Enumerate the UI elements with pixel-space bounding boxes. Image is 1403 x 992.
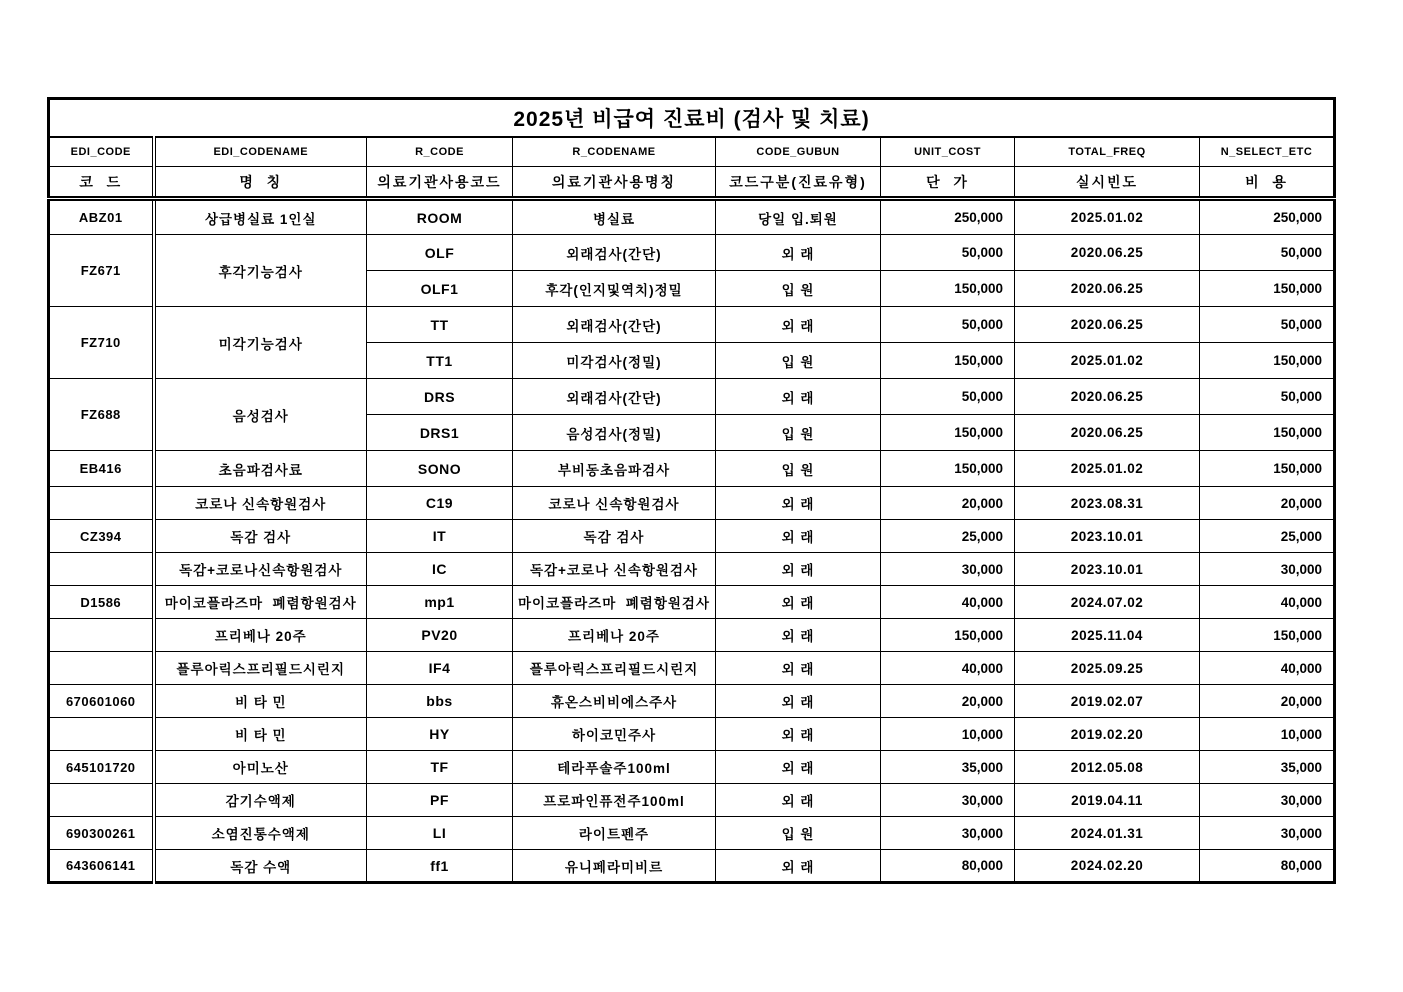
cell-edi-code [49, 784, 154, 817]
cell-code-gubun: 외 래 [716, 850, 881, 883]
cell-edi-codename: 초음파검사료 [154, 451, 367, 487]
cell-edi-code: CZ394 [49, 520, 154, 553]
cell-code-gubun: 외 래 [716, 586, 881, 619]
cell-total-freq: 2019.02.20 [1015, 718, 1200, 751]
cell-r-codename: 부비동초음파검사 [513, 451, 716, 487]
cell-n-select-etc: 40,000 [1200, 652, 1335, 685]
cell-unit-cost: 50,000 [881, 235, 1015, 271]
cell-r-codename: 음성검사(정밀) [513, 415, 716, 451]
cell-edi-codename: 독감 수액 [154, 850, 367, 883]
cell-edi-code: FZ688 [49, 379, 154, 451]
column-header-edi-code: EDI_CODE [49, 137, 154, 167]
cell-total-freq: 2019.02.07 [1015, 685, 1200, 718]
column-header-ko-cost: 비 용 [1200, 167, 1335, 199]
cell-r-codename: 외래검사(간단) [513, 307, 716, 343]
cell-edi-code: 643606141 [49, 850, 154, 883]
cell-r-codename: 유니페라미비르 [513, 850, 716, 883]
cell-code-gubun: 외 래 [716, 520, 881, 553]
cell-r-code: IF4 [367, 652, 513, 685]
column-header-unit-cost: UNIT_COST [881, 137, 1015, 167]
cell-code-gubun: 외 래 [716, 487, 881, 520]
cell-edi-codename: 아미노산 [154, 751, 367, 784]
cell-code-gubun: 외 래 [716, 718, 881, 751]
cell-total-freq: 2023.10.01 [1015, 520, 1200, 553]
cell-unit-cost: 30,000 [881, 784, 1015, 817]
cell-code-gubun: 외 래 [716, 751, 881, 784]
table-row [49, 586, 1335, 619]
cell-edi-code [49, 487, 154, 520]
cell-n-select-etc: 40,000 [1200, 586, 1335, 619]
cell-total-freq: 2019.04.11 [1015, 784, 1200, 817]
cell-code-gubun: 외 래 [716, 307, 881, 343]
cell-total-freq: 2020.06.25 [1015, 271, 1200, 307]
cell-edi-codename: 코로나 신속항원검사 [154, 487, 367, 520]
column-header-r-code: R_CODE [367, 137, 513, 167]
cell-code-gubun: 입 원 [716, 451, 881, 487]
cell-total-freq: 2025.01.02 [1015, 343, 1200, 379]
cell-r-code: PV20 [367, 619, 513, 652]
cell-edi-codename: 독감+코로나신속항원검사 [154, 553, 367, 586]
cell-n-select-etc: 20,000 [1200, 487, 1335, 520]
cell-edi-codename: 비 타 민 [154, 718, 367, 751]
cell-unit-cost: 35,000 [881, 751, 1015, 784]
cell-edi-codename: 미각기능검사 [154, 307, 367, 379]
cell-unit-cost: 150,000 [881, 271, 1015, 307]
column-header-ko-code: 코 드 [49, 167, 154, 199]
cell-total-freq: 2020.06.25 [1015, 415, 1200, 451]
cell-unit-cost: 30,000 [881, 817, 1015, 850]
cell-code-gubun: 외 래 [716, 784, 881, 817]
cell-unit-cost: 50,000 [881, 307, 1015, 343]
cell-r-codename: 라이트펜주 [513, 817, 716, 850]
column-header-ko-org-code: 의료기관사용코드 [367, 167, 513, 199]
cell-total-freq: 2025.09.25 [1015, 652, 1200, 685]
cell-unit-cost: 20,000 [881, 685, 1015, 718]
cell-edi-code [49, 718, 154, 751]
cell-r-codename: 외래검사(간단) [513, 235, 716, 271]
cell-total-freq: 2025.01.02 [1015, 451, 1200, 487]
cell-unit-cost: 150,000 [881, 451, 1015, 487]
cell-edi-codename: 감기수액제 [154, 784, 367, 817]
cell-total-freq: 2020.06.25 [1015, 379, 1200, 415]
cell-r-codename: 하이코민주사 [513, 718, 716, 751]
cell-r-codename: 휴온스비비에스주사 [513, 685, 716, 718]
cell-r-code: DRS1 [367, 415, 513, 451]
cell-r-code: TT1 [367, 343, 513, 379]
cell-total-freq: 2020.06.25 [1015, 307, 1200, 343]
table-row [49, 784, 1335, 817]
table-row [49, 379, 1335, 415]
cell-edi-codename: 음성검사 [154, 379, 367, 451]
table-row [49, 850, 1335, 883]
table-row [49, 520, 1335, 553]
cell-n-select-etc: 50,000 [1200, 307, 1335, 343]
cell-code-gubun: 입 원 [716, 271, 881, 307]
cell-n-select-etc: 20,000 [1200, 685, 1335, 718]
cell-edi-code: ABZ01 [49, 199, 154, 235]
cell-edi-codename: 프리베나 20주 [154, 619, 367, 652]
cell-r-codename: 프로파인퓨전주100ml [513, 784, 716, 817]
cell-unit-cost: 250,000 [881, 199, 1015, 235]
cell-code-gubun: 입 원 [716, 817, 881, 850]
title-row [49, 99, 1335, 137]
cell-r-codename: 프리베나 20주 [513, 619, 716, 652]
table-row [49, 199, 1335, 235]
cell-r-code: DRS [367, 379, 513, 415]
cell-n-select-etc: 30,000 [1200, 817, 1335, 850]
cell-r-code: bbs [367, 685, 513, 718]
table-row [49, 718, 1335, 751]
cell-total-freq: 2020.06.25 [1015, 235, 1200, 271]
column-header-n-select-etc: N_SELECT_ETC [1200, 137, 1335, 167]
cell-n-select-etc: 80,000 [1200, 850, 1335, 883]
cell-r-code: PF [367, 784, 513, 817]
cell-edi-codename: 상급병실료 1인실 [154, 199, 367, 235]
table-row [49, 487, 1335, 520]
table-row [49, 685, 1335, 718]
cell-unit-cost: 150,000 [881, 415, 1015, 451]
table-row [49, 619, 1335, 652]
cell-n-select-etc: 150,000 [1200, 271, 1335, 307]
cell-total-freq: 2024.01.31 [1015, 817, 1200, 850]
cell-unit-cost: 40,000 [881, 586, 1015, 619]
cell-r-codename: 후각(인지및역치)정밀 [513, 271, 716, 307]
cell-r-codename: 외래검사(간단) [513, 379, 716, 415]
cell-unit-cost: 30,000 [881, 553, 1015, 586]
cell-edi-code [49, 553, 154, 586]
cell-total-freq: 2025.11.04 [1015, 619, 1200, 652]
cell-total-freq: 2023.08.31 [1015, 487, 1200, 520]
cell-n-select-etc: 25,000 [1200, 520, 1335, 553]
column-header-ko-org-name: 의료기관사용명칭 [513, 167, 716, 199]
cell-code-gubun: 외 래 [716, 619, 881, 652]
cell-edi-code: D1586 [49, 586, 154, 619]
cell-r-code: SONO [367, 451, 513, 487]
cell-unit-cost: 25,000 [881, 520, 1015, 553]
header-row-en [49, 137, 1335, 167]
cell-edi-codename: 후각기능검사 [154, 235, 367, 307]
cell-edi-code: EB416 [49, 451, 154, 487]
cell-r-code: ff1 [367, 850, 513, 883]
column-header-total-freq: TOTAL_FREQ [1015, 137, 1200, 167]
column-header-edi-codename: EDI_CODENAME [154, 137, 367, 167]
cell-n-select-etc: 150,000 [1200, 343, 1335, 379]
table-body [49, 199, 1335, 883]
cell-r-code: C19 [367, 487, 513, 520]
cell-r-codename: 병실료 [513, 199, 716, 235]
cell-edi-code: 645101720 [49, 751, 154, 784]
cell-edi-codename: 비 타 민 [154, 685, 367, 718]
cell-unit-cost: 10,000 [881, 718, 1015, 751]
cell-n-select-etc: 30,000 [1200, 784, 1335, 817]
cell-r-code: HY [367, 718, 513, 751]
column-header-ko-gubun: 코드구분(진료유형) [716, 167, 881, 199]
cell-n-select-etc: 30,000 [1200, 553, 1335, 586]
fee-table [47, 97, 1336, 884]
cell-edi-codename: 플루아릭스프리필드시린지 [154, 652, 367, 685]
cell-n-select-etc: 10,000 [1200, 718, 1335, 751]
table-row [49, 553, 1335, 586]
cell-unit-cost: 150,000 [881, 343, 1015, 379]
cell-code-gubun: 외 래 [716, 235, 881, 271]
cell-total-freq: 2024.02.20 [1015, 850, 1200, 883]
cell-edi-code [49, 619, 154, 652]
cell-unit-cost: 20,000 [881, 487, 1015, 520]
cell-r-codename: 플루아릭스프리필드시린지 [513, 652, 716, 685]
cell-unit-cost: 40,000 [881, 652, 1015, 685]
cell-n-select-etc: 150,000 [1200, 415, 1335, 451]
cell-r-codename: 미각검사(정밀) [513, 343, 716, 379]
cell-total-freq: 2025.01.02 [1015, 199, 1200, 235]
cell-r-code: TT [367, 307, 513, 343]
column-header-ko-name: 명 칭 [154, 167, 367, 199]
cell-r-codename: 코로나 신속항원검사 [513, 487, 716, 520]
cell-code-gubun: 입 원 [716, 343, 881, 379]
cell-edi-code: FZ671 [49, 235, 154, 307]
cell-r-code: IT [367, 520, 513, 553]
cell-r-code: LI [367, 817, 513, 850]
table-row [49, 817, 1335, 850]
table-row [49, 652, 1335, 685]
table-row [49, 235, 1335, 271]
cell-unit-cost: 150,000 [881, 619, 1015, 652]
cell-unit-cost: 50,000 [881, 379, 1015, 415]
cell-r-code: OLF [367, 235, 513, 271]
cell-n-select-etc: 50,000 [1200, 235, 1335, 271]
cell-r-code: TF [367, 751, 513, 784]
cell-edi-code: 690300261 [49, 817, 154, 850]
cell-n-select-etc: 50,000 [1200, 379, 1335, 415]
cell-r-code: ROOM [367, 199, 513, 235]
cell-total-freq: 2023.10.01 [1015, 553, 1200, 586]
cell-n-select-etc: 35,000 [1200, 751, 1335, 784]
column-header-code-gubun: CODE_GUBUN [716, 137, 881, 167]
cell-n-select-etc: 150,000 [1200, 619, 1335, 652]
cell-total-freq: 2024.07.02 [1015, 586, 1200, 619]
cell-edi-code: FZ710 [49, 307, 154, 379]
cell-n-select-etc: 250,000 [1200, 199, 1335, 235]
page-title: 2025년 비급여 진료비 (검사 및 치료) [49, 99, 1335, 137]
cell-code-gubun: 외 래 [716, 553, 881, 586]
cell-edi-codename: 마이코플라즈마 폐렴항원검사 [154, 586, 367, 619]
header-row-ko [49, 167, 1335, 199]
cell-total-freq: 2012.05.08 [1015, 751, 1200, 784]
cell-unit-cost: 80,000 [881, 850, 1015, 883]
cell-r-codename: 마이코플라즈마 폐렴항원검사 [513, 586, 716, 619]
cell-code-gubun: 외 래 [716, 652, 881, 685]
cell-code-gubun: 입 원 [716, 415, 881, 451]
table-row [49, 307, 1335, 343]
cell-r-codename: 독감+코로나 신속항원검사 [513, 553, 716, 586]
cell-code-gubun: 외 래 [716, 379, 881, 415]
column-header-ko-unit-cost: 단 가 [881, 167, 1015, 199]
cell-code-gubun: 당일 입.퇴원 [716, 199, 881, 235]
table-row [49, 751, 1335, 784]
cell-edi-codename: 독감 검사 [154, 520, 367, 553]
cell-code-gubun: 외 래 [716, 685, 881, 718]
cell-r-codename: 독감 검사 [513, 520, 716, 553]
table-row [49, 451, 1335, 487]
column-header-r-codename: R_CODENAME [513, 137, 716, 167]
column-header-ko-freq: 실시빈도 [1015, 167, 1200, 199]
cell-r-codename: 테라푸솔주100ml [513, 751, 716, 784]
cell-r-code: IC [367, 553, 513, 586]
cell-r-code: OLF1 [367, 271, 513, 307]
cell-r-code: mp1 [367, 586, 513, 619]
cell-edi-code [49, 652, 154, 685]
cell-n-select-etc: 150,000 [1200, 451, 1335, 487]
cell-edi-codename: 소염진통수액제 [154, 817, 367, 850]
cell-edi-code: 670601060 [49, 685, 154, 718]
